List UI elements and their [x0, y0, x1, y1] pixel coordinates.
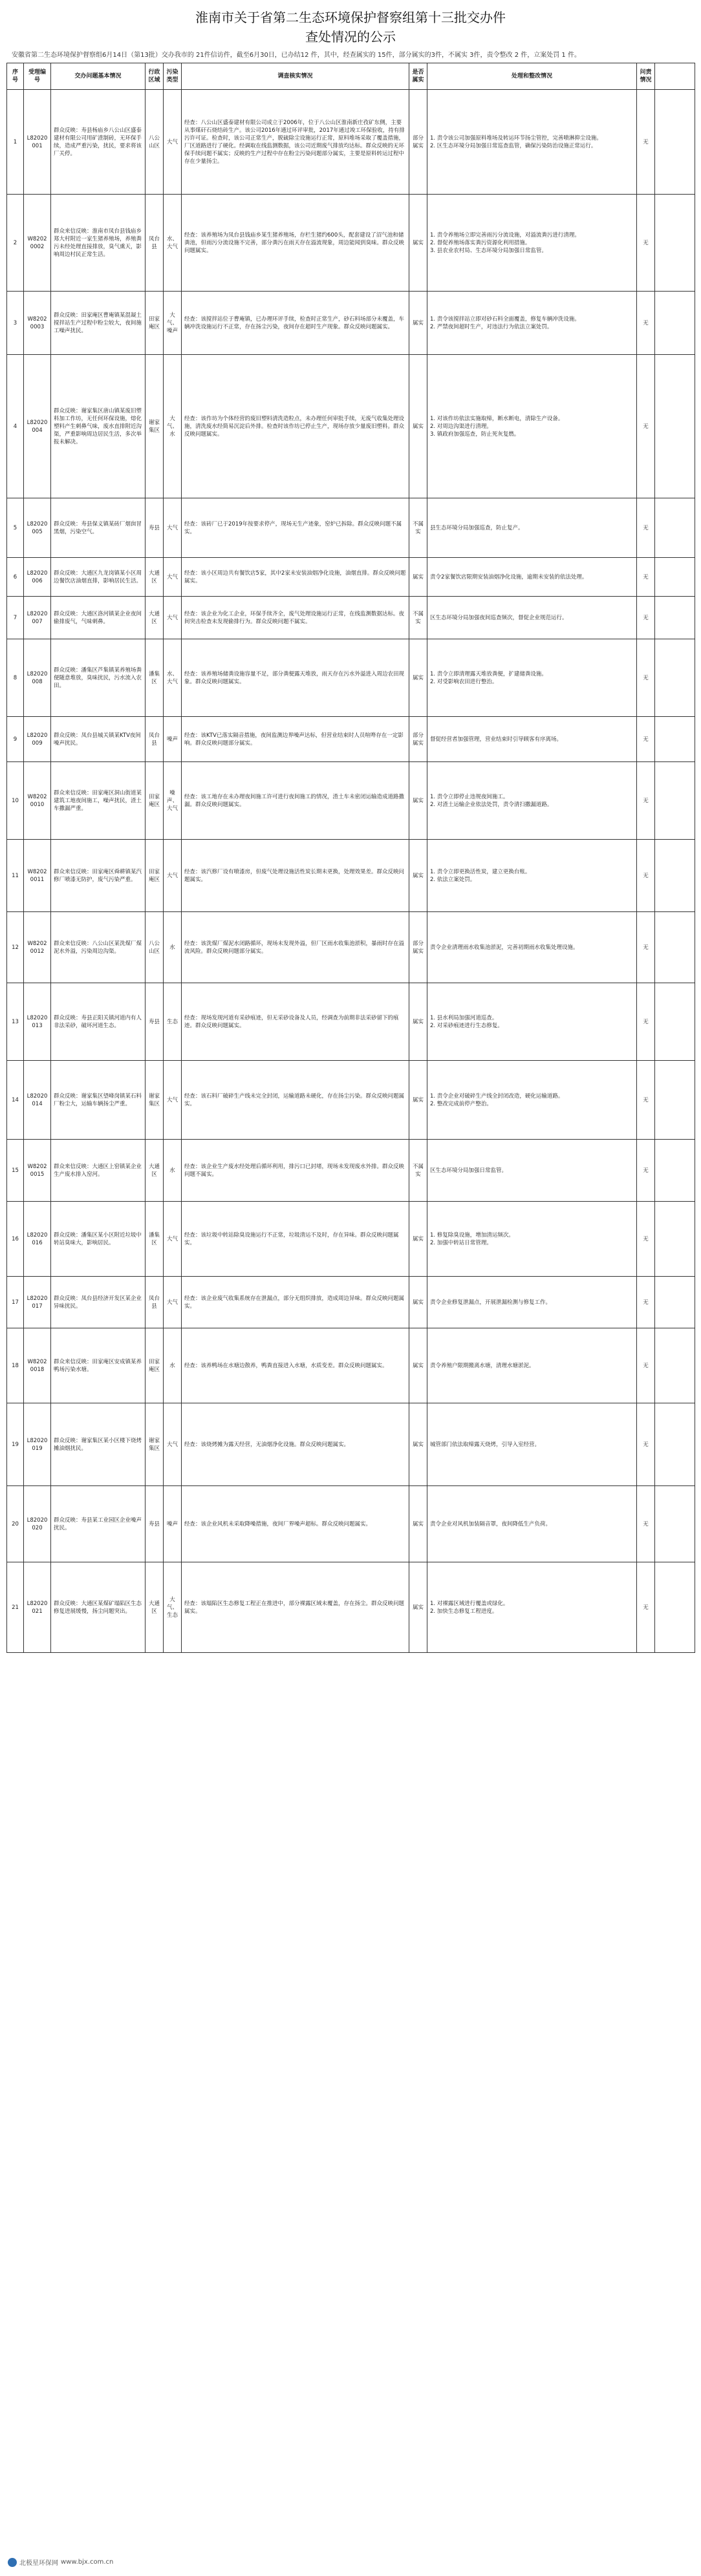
problem-summary: 群众反映：谢家集区唐山镇某废旧塑料加工作坊，无任何环保设施，熔化塑料产生刺鼻气味，废水直排附近沟渠，严重影响周边居民生活，多次举报未解决。: [51, 355, 146, 498]
investigation-details: 经查：该KTV已落实隔音措施，夜间监测边界噪声达标，但营业结束时人员喧哗存在一定影响。群众反映问题部分属实。: [182, 717, 409, 762]
table-row: [7, 1277, 695, 1328]
col-header: 调查核实情况: [182, 63, 409, 90]
spacer-cell: [655, 1562, 695, 1653]
table-row: [7, 1202, 695, 1277]
handling-details: 1. 责令立即更换活性炭，建立更换台账。 2. 依法立案处罚。: [427, 840, 637, 912]
investigation-details: 经查：该洗煤厂煤泥水闭路循环，现场未发现外溢，但厂区雨水收集池淤积，暴雨时存在溢流风险。群众反映问题部分属实。: [182, 912, 409, 983]
intro-paragraph: 安徽省第二生态环境保护督察组6月14日（第13批）交办我市的 21件信访件，截至6月30日，已办结12 件，其中，经查属实的 15件，部分属实的3件，不属实 3件，责令整改 2 件，立案处罚 1 件。: [12, 52, 581, 59]
row-number: 5: [7, 498, 24, 558]
case-code: L82020014: [24, 1061, 51, 1140]
handling-details: 1. 责令立即停止违规夜间施工。 2. 对渣土运输企业依法处罚，责令清扫撒漏道路。: [427, 762, 637, 840]
verdict-cell: 属实: [409, 1202, 427, 1277]
accountability-cell: 无: [637, 558, 655, 597]
row-number: 17: [7, 1277, 24, 1328]
row-number: 20: [7, 1486, 24, 1562]
investigation-details: 经查：该养殖场储粪设施容量不足，部分粪便露天堆放，雨天存在污水外溢进入周边农田现象。群众反映问题属实。: [182, 639, 409, 717]
case-code: W82020012: [24, 912, 51, 983]
verdict-cell: 属实: [409, 1277, 427, 1328]
verdict-cell: 部分属实: [409, 717, 427, 762]
pollution-type: 水、大气: [164, 195, 182, 292]
row-number: 18: [7, 1328, 24, 1403]
col-header: 处理和整改情况: [427, 63, 637, 90]
pollution-type: 大气、噪声: [164, 292, 182, 355]
pollution-type: 大气: [164, 840, 182, 912]
region-cell: 田家庵区: [146, 1328, 164, 1403]
case-code: L82020020: [24, 1486, 51, 1562]
verdict-cell: 属实: [409, 1328, 427, 1403]
region-cell: 谢家集区: [146, 1061, 164, 1140]
investigation-details: 经查：该企业废气收集系统存在泄漏点，部分无组织排放，造成周边异味。群众反映问题属实。: [182, 1277, 409, 1328]
spacer-cell: [655, 1486, 695, 1562]
accountability-cell: 无: [637, 1562, 655, 1653]
handling-details: 1. 责令企业对破碎生产线全封闭改造，硬化运输道路。 2. 整改完成前停产整治。: [427, 1061, 637, 1140]
table-header-row: [7, 63, 695, 90]
col-header: 交办问题基本情况: [51, 63, 146, 90]
accountability-cell: 无: [637, 1486, 655, 1562]
handling-details: 1. 县水利局加强河道巡查。 2. 对采砂痕迹进行生态修复。: [427, 983, 637, 1061]
spacer-cell: [655, 1202, 695, 1277]
region-cell: 寿县: [146, 983, 164, 1061]
row-number: 3: [7, 292, 24, 355]
verdict-cell: 属实: [409, 840, 427, 912]
verdict-cell: 属实: [409, 1562, 427, 1653]
case-code: W82020011: [24, 840, 51, 912]
handling-details: 1. 责令该公司加强原料堆场及转运环节扬尘管控，完善喷淋抑尘设施。 2. 区生态环境分局加强日常巡查监管，确保污染防治设施正常运行。: [427, 90, 637, 195]
row-number: 7: [7, 597, 24, 639]
handling-details: 责令2家餐饮店限期安装油烟净化设施，逾期未安装的依法处理。: [427, 558, 637, 597]
investigation-details: 经查：该搅拌站位于曹庵镇，已办理环评手续，检查时正常生产，砂石料场部分未覆盖，车辆冲洗设施运行不正常，存在扬尘污染，夜间存在超时生产现象。群众反映问题属实。: [182, 292, 409, 355]
accountability-cell: 无: [637, 355, 655, 498]
table-row: [7, 1061, 695, 1140]
col-header: 是否属实: [409, 63, 427, 90]
problem-summary: 群众来信反映：八公山区某洗煤厂煤泥水外溢，污染周边沟渠。: [51, 912, 146, 983]
row-number: 16: [7, 1202, 24, 1277]
case-code: W82020015: [24, 1140, 51, 1202]
investigation-details: 经查：该汽修厂设有喷漆房，但废气处理设施活性炭长期未更换，处理效果差。群众反映问题属实。: [182, 840, 409, 912]
document: [6, 6, 695, 1653]
problem-summary: 群众反映：寿县某工业园区企业噪声扰民。: [51, 1486, 146, 1562]
page-title: [6, 8, 695, 47]
region-cell: 八公山区: [146, 90, 164, 195]
handling-details: 责令企业对风机加装隔音罩，夜间降低生产负荷。: [427, 1486, 637, 1562]
pollution-type: 噪声: [164, 717, 182, 762]
case-code: L82020017: [24, 1277, 51, 1328]
investigation-details: 经查：该垃圾中转站除臭设施运行不正常，垃圾清运不及时，存在异味。群众反映问题属实。: [182, 1202, 409, 1277]
verdict-cell: 属实: [409, 983, 427, 1061]
handling-details: 1. 修复除臭设施，增加清运频次。 2. 加强中转站日常管理。: [427, 1202, 637, 1277]
spacer-cell: [655, 1277, 695, 1328]
accountability-cell: 无: [637, 717, 655, 762]
table-row: [7, 90, 695, 195]
col-header-spacer: [655, 63, 695, 90]
investigation-details: 经查：该砖厂已于2019年按要求停产，现场无生产迹象，窑炉已拆除。群众反映问题不属实。: [182, 498, 409, 558]
problem-summary: 群众反映：寿县杨庙乡八公山区盛泰建材有限公司用矿渣制砖，无环保手续，造成严重污染，扰民，要求将该厂关停。: [51, 90, 146, 195]
problem-summary: 群众反映：大通区洛河镇某企业夜间偷排废气，气味刺鼻。: [51, 597, 146, 639]
handling-details: 区生态环境分局加强夜间巡查频次，督促企业规范运行。: [427, 597, 637, 639]
region-cell: 大通区: [146, 1562, 164, 1653]
pollution-type: 大气: [164, 597, 182, 639]
region-cell: 田家庵区: [146, 762, 164, 840]
case-code: L82020007: [24, 597, 51, 639]
pollution-type: 大气: [164, 90, 182, 195]
accountability-cell: 无: [637, 639, 655, 717]
problem-summary: 群众反映：大通区某煤矿塌陷区生态修复进展缓慢，扬尘问题突出。: [51, 1562, 146, 1653]
case-code: L82020005: [24, 498, 51, 558]
region-cell: 田家庵区: [146, 840, 164, 912]
row-number: 8: [7, 639, 24, 717]
spacer-cell: [655, 292, 695, 355]
region-cell: 八公山区: [146, 912, 164, 983]
handling-details: 城管部门依法取缔露天烧烤，引导入室经营。: [427, 1403, 637, 1486]
table-row: [7, 639, 695, 717]
handling-details: 1. 责令立即清理露天堆放粪便，扩建储粪设施。 2. 对受影响农田进行整治。: [427, 639, 637, 717]
pollution-type: 大气: [164, 1061, 182, 1140]
investigation-details: 经查：现场发现河道有采砂痕迹，但无采砂设备及人员，经调查为前期非法采砂留下的痕迹。群众反映问题属实。: [182, 983, 409, 1061]
accountability-cell: 无: [637, 1140, 655, 1202]
region-cell: 寿县: [146, 498, 164, 558]
accountability-cell: 无: [637, 498, 655, 558]
table-row: [7, 597, 695, 639]
problem-summary: 群众反映：谢家集区望峰岗镇某石料厂粉尘大，运输车辆扬尘严重。: [51, 1061, 146, 1140]
problem-summary: 群众来信反映：田家庵区舜耕镇某汽修厂喷漆无防护，废气污染严重。: [51, 840, 146, 912]
pollution-type: 大气: [164, 1277, 182, 1328]
handling-details: 1. 责令养殖场立即完善雨污分流设施，对溢流粪污进行清理。 2. 督促养殖场落实粪污资源化利用措施。 3. 县农业农村局、生态环境分局加强日常监管。: [427, 195, 637, 292]
case-code: W82020010: [24, 762, 51, 840]
row-number: 2: [7, 195, 24, 292]
investigation-details: 经查：该烧烤摊为露天经营，无油烟净化设施。群众反映问题属实。: [182, 1403, 409, 1486]
case-code: W82020002: [24, 195, 51, 292]
spacer-cell: [655, 355, 695, 498]
region-cell: 凤台县: [146, 195, 164, 292]
case-code: L82020019: [24, 1403, 51, 1486]
accountability-cell: 无: [637, 597, 655, 639]
verdict-cell: 属实: [409, 292, 427, 355]
row-number: 19: [7, 1403, 24, 1486]
row-number: 14: [7, 1061, 24, 1140]
table-row: [7, 840, 695, 912]
accountability-cell: 无: [637, 1403, 655, 1486]
case-code: L82020006: [24, 558, 51, 597]
accountability-cell: 无: [637, 1202, 655, 1277]
title-line-1: 淮南市关于省第二生态环境保护督察组第十三批交办件: [195, 10, 506, 25]
table-row: [7, 762, 695, 840]
case-code: L82020004: [24, 355, 51, 498]
spacer-cell: [655, 1140, 695, 1202]
verdict-cell: 属实: [409, 558, 427, 597]
problem-summary: 群众反映：凤台县经济开发区某企业异味扰民。: [51, 1277, 146, 1328]
region-cell: 潘集区: [146, 1202, 164, 1277]
brand-url: www.bjx.com.cn: [61, 2559, 114, 2566]
title-line-2: 查处情况的公示: [305, 29, 396, 45]
investigation-details: 经查：该企业风机未采取降噪措施，夜间厂界噪声超标。群众反映问题属实。: [182, 1486, 409, 1562]
investigation-details: 经查：八公山区盛泰建材有限公司成立于2006年，位于八公山区淮南新庄孜矿东侧，主要从事煤矸石烧结砖生产。该公司2016年通过环评审批，2017年通过竣工环保验收，持有排污许可证。检查时，该公司正常生产，脱硫除尘设施运行正常，原料堆场采取了覆盖措施，厂区道路进行了硬化。经调取在线监测数据，该公司近期废气排放均达标。群众反映的无环保手续问题不属实；反映的生产过程中存在粉尘污染问题部分属实，主要是原料转运过程中存在少量扬尘。: [182, 90, 409, 195]
handling-details: 县生态环境分局加强巡查，防止复产。: [427, 498, 637, 558]
handling-details: 1. 对该作坊依法实施取缔，断水断电，清除生产设备。 2. 对周边沟渠进行清理。 3. 镇政府加强巡查，防止死灰复燃。: [427, 355, 637, 498]
problem-summary: 群众反映：潘集区芦集镇某养殖场粪便随意堆放，臭味扰民，污水流入农田。: [51, 639, 146, 717]
region-cell: 田家庵区: [146, 292, 164, 355]
pollution-type: 水: [164, 912, 182, 983]
accountability-cell: 无: [637, 1328, 655, 1403]
col-header: 受理编号: [24, 63, 51, 90]
case-code: W82020003: [24, 292, 51, 355]
watermark-logo: [8, 2557, 113, 2567]
verdict-cell: 属实: [409, 195, 427, 292]
handling-details: 责令养殖户限期搬离水塘，清理水塘淤泥。: [427, 1328, 637, 1403]
table-row: [7, 1140, 695, 1202]
row-number: 10: [7, 762, 24, 840]
col-header: 污染类型: [164, 63, 182, 90]
investigation-details: 经查：该工地存在未办理夜间施工许可进行夜间施工的情况，渣土车未密闭运输造成道路撒漏。群众反映问题属实。: [182, 762, 409, 840]
investigation-details: 经查：该企业生产废水经处理后循环利用，排污口已封堵，现场未发现废水外排。群众反映问题不属实。: [182, 1140, 409, 1202]
spacer-cell: [655, 597, 695, 639]
pollution-type: 水: [164, 1328, 182, 1403]
region-cell: 寿县: [146, 1486, 164, 1562]
handling-details: 区生态环境分局加强日常监管。: [427, 1140, 637, 1202]
problem-summary: 群众反映：凤台县城关镇某KTV夜间噪声扰民。: [51, 717, 146, 762]
case-code: L82020013: [24, 983, 51, 1061]
verdict-cell: 属实: [409, 1486, 427, 1562]
spacer-cell: [655, 983, 695, 1061]
row-number: 12: [7, 912, 24, 983]
problem-summary: 群众反映：田家庵区曹庵镇某混凝土搅拌站生产过程中粉尘较大，夜间施工噪声扰民。: [51, 292, 146, 355]
table-row: [7, 1486, 695, 1562]
table-row: [7, 1403, 695, 1486]
table-row: [7, 1562, 695, 1653]
accountability-cell: 无: [637, 195, 655, 292]
spacer-cell: [655, 912, 695, 983]
table-row: [7, 292, 695, 355]
row-number: 9: [7, 717, 24, 762]
spacer-cell: [655, 717, 695, 762]
accountability-cell: 无: [637, 912, 655, 983]
table-row: [7, 498, 695, 558]
region-cell: 大通区: [146, 1140, 164, 1202]
row-number: 6: [7, 558, 24, 597]
accountability-cell: 无: [637, 292, 655, 355]
verdict-cell: 不属实: [409, 1140, 427, 1202]
spacer-cell: [655, 639, 695, 717]
region-cell: 谢家集区: [146, 355, 164, 498]
row-number: 4: [7, 355, 24, 498]
verdict-cell: 部分属实: [409, 912, 427, 983]
spacer-cell: [655, 558, 695, 597]
row-number: 11: [7, 840, 24, 912]
table-row: [7, 717, 695, 762]
case-code: L82020009: [24, 717, 51, 762]
problem-summary: 群众反映：大通区九龙岗镇某小区周边餐饮店油烟直排，影响居民生活。: [51, 558, 146, 597]
problem-summary: 群众来信反映：田家庵区洞山街道某建筑工地夜间施工，噪声扰民，渣土车撒漏严重。: [51, 762, 146, 840]
region-cell: 凤台县: [146, 1277, 164, 1328]
pollution-type: 大气: [164, 1403, 182, 1486]
case-code: W82020018: [24, 1328, 51, 1403]
case-code: L82020001: [24, 90, 51, 195]
pollution-type: 噪声、大气: [164, 762, 182, 840]
handling-details: 责令企业修复泄漏点，开展泄漏检测与修复工作。: [427, 1277, 637, 1328]
spacer-cell: [655, 195, 695, 292]
case-code: L82020008: [24, 639, 51, 717]
problem-summary: 群众反映：谢家集区某小区楼下烧烤摊油烟扰民。: [51, 1403, 146, 1486]
investigation-details: 经查：该养鸭场在水塘边散养，鸭粪直接进入水塘，水质变差。群众反映问题属实。: [182, 1328, 409, 1403]
col-header: 序号: [7, 63, 24, 90]
handling-details: 1. 对裸露区域进行覆盖或绿化。 2. 加快生态修复工程进度。: [427, 1562, 637, 1653]
investigation-details: 经查：该作坊为个体经营的废旧塑料清洗造粒点，未办理任何审批手续，无废气收集处理设施，清洗废水经简易沉淀后外排。检查时该作坊已停止生产，现场存放少量废旧塑料。群众反映问题属实。: [182, 355, 409, 498]
accountability-cell: 无: [637, 1061, 655, 1140]
row-number: 1: [7, 90, 24, 195]
pollution-type: 噪声: [164, 1486, 182, 1562]
brand-name: 北极星环保网: [19, 2560, 58, 2567]
col-header: 问责情况: [637, 63, 655, 90]
problem-summary: 群众来信反映：淮南市凤台县钱庙乡郑大村附近一家生猪养殖场，养殖粪污未经处理直接排放，臭气熏天，影响周边村民正常生活。: [51, 195, 146, 292]
region-cell: 潘集区: [146, 639, 164, 717]
spacer-cell: [655, 1403, 695, 1486]
region-cell: 大通区: [146, 597, 164, 639]
pollution-type: 水: [164, 1140, 182, 1202]
case-code: L82020016: [24, 1202, 51, 1277]
investigation-details: 经查：该企业为化工企业，环保手续齐全，废气处理设施运行正常，在线监测数据达标。夜间突击检查未发现偷排行为。群众反映问题不属实。: [182, 597, 409, 639]
row-number: 15: [7, 1140, 24, 1202]
investigation-details: 经查：该塌陷区生态修复工程正在推进中，部分裸露区域未覆盖，存在扬尘。群众反映问题属实。: [182, 1562, 409, 1653]
region-cell: 大通区: [146, 558, 164, 597]
accountability-cell: 无: [637, 1277, 655, 1328]
pollution-type: 大气、生态: [164, 1562, 182, 1653]
investigation-details: 经查：该小区周边共有餐饮店5家，其中2家未安装油烟净化设施，油烟直排。群众反映问题属实。: [182, 558, 409, 597]
verdict-cell: 不属实: [409, 597, 427, 639]
accountability-cell: 无: [637, 840, 655, 912]
problem-summary: 群众反映：寿县正阳关镇河道内有人非法采砂，破坏河道生态。: [51, 983, 146, 1061]
problem-summary: 群众反映：寿县保义镇某砖厂烟囱冒黑烟，污染空气。: [51, 498, 146, 558]
accountability-cell: 无: [637, 762, 655, 840]
spacer-cell: [655, 762, 695, 840]
verdict-cell: 属实: [409, 1403, 427, 1486]
verdict-cell: 属实: [409, 1061, 427, 1140]
case-code: L82020021: [24, 1562, 51, 1653]
accountability-cell: 无: [637, 90, 655, 195]
handling-details: 督促经营者加强管理，营业结束时引导顾客有序离场。: [427, 717, 637, 762]
accountability-cell: 无: [637, 983, 655, 1061]
spacer-cell: [655, 1328, 695, 1403]
investigation-details: 经查：该养殖场为凤台县钱庙乡某生猪养殖场，存栏生猪约600头，配套建设了沼气池和储粪池，但雨污分流设施不完善，部分粪污在雨天存在溢流现象，周边能闻到臭味。群众反映问题属实。: [182, 195, 409, 292]
row-number: 13: [7, 983, 24, 1061]
problem-summary: 群众来信反映：田家庵区安成镇某养鸭场污染水塘。: [51, 1328, 146, 1403]
verdict-cell: 属实: [409, 355, 427, 498]
region-cell: 凤台县: [146, 717, 164, 762]
table-row: [7, 1328, 695, 1403]
verdict-cell: 属实: [409, 762, 427, 840]
row-number: 21: [7, 1562, 24, 1653]
problem-summary: 群众反映：潘集区某小区附近垃圾中转站臭味大，影响居民。: [51, 1202, 146, 1277]
investigation-details: 经查：该石料厂破碎生产线未完全封闭，运输道路未硬化，存在扬尘污染。群众反映问题属实。: [182, 1061, 409, 1140]
spacer-cell: [655, 1061, 695, 1140]
table-row: [7, 355, 695, 498]
spacer-cell: [655, 840, 695, 912]
table-row: [7, 912, 695, 983]
cases-table: [6, 63, 695, 1653]
col-header: 行政区域: [146, 63, 164, 90]
pollution-type: 大气: [164, 498, 182, 558]
problem-summary: 群众来信反映：大通区上窑镇某企业生产废水排入窑河。: [51, 1140, 146, 1202]
verdict-cell: 不属实: [409, 498, 427, 558]
pollution-type: 大气: [164, 1202, 182, 1277]
table-row: [7, 983, 695, 1061]
table-body: [7, 90, 695, 1653]
verdict-cell: 部分属实: [409, 90, 427, 195]
brand-logo-icon: [8, 2558, 17, 2567]
pollution-type: 水、大气: [164, 639, 182, 717]
spacer-cell: [655, 90, 695, 195]
spacer-cell: [655, 498, 695, 558]
region-cell: 谢家集区: [146, 1403, 164, 1486]
pollution-type: 大气: [164, 558, 182, 597]
table-row: [7, 558, 695, 597]
handling-details: 1. 责令该搅拌站立即对砂石料全面覆盖，修复车辆冲洗设施。 2. 严禁夜间超时生产，对违法行为依法立案处罚。: [427, 292, 637, 355]
pollution-type: 大气、水: [164, 355, 182, 498]
handling-details: 责令企业清理雨水收集池淤泥，完善初期雨水收集处理设施。: [427, 912, 637, 983]
pollution-type: 生态: [164, 983, 182, 1061]
table-row: [7, 195, 695, 292]
verdict-cell: 属实: [409, 639, 427, 717]
